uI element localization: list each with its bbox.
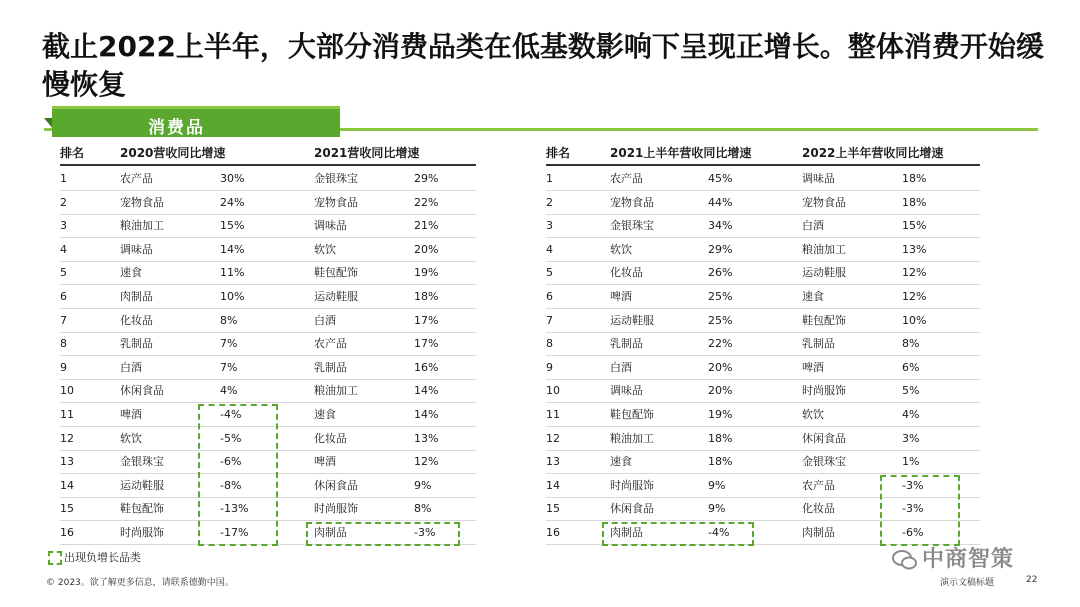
table-row — [546, 332, 980, 355]
table-cell: 肉制品 — [314, 526, 347, 539]
table-cell: -13% — [220, 502, 249, 516]
table-row — [60, 379, 476, 402]
table-cell: 3% — [902, 431, 920, 445]
table-cell: 29% — [708, 242, 733, 256]
table-cell: -3% — [902, 478, 924, 492]
table-cell: 化妆品 — [610, 266, 643, 280]
table-cell: 软饮 — [120, 431, 142, 445]
table-cell: 乳制品 — [314, 360, 347, 374]
table-cell: 24% — [220, 195, 245, 209]
negative-growth-highlight — [306, 522, 460, 546]
table-cell: 18% — [708, 455, 733, 469]
table-cell: 12% — [902, 266, 927, 280]
left-ranking-table — [60, 146, 480, 546]
table-cell: 时尚服饰 — [610, 478, 654, 492]
table-cell: 运动鞋服 — [314, 290, 358, 303]
table-cell: 22% — [708, 337, 733, 351]
table-cell: 25% — [708, 313, 733, 327]
table-cell: 金银珠宝 — [610, 219, 654, 233]
table-cell: 15% — [220, 219, 245, 233]
page-number: 22 — [1026, 575, 1038, 585]
table-cell: 5% — [902, 384, 920, 398]
table-cell: 鞋包配饰 — [120, 502, 164, 516]
table-cell: 17% — [414, 313, 439, 327]
table-cell: 肉制品 — [802, 526, 835, 539]
header-cell: 排名 — [546, 146, 571, 160]
table-cell: 20% — [708, 360, 733, 374]
header-cell: 2021上半年营收同比增速 — [610, 146, 752, 160]
banner-tab — [52, 106, 340, 137]
table-cell: 鞋包配饰 — [314, 266, 358, 280]
wechat-icon — [892, 549, 918, 571]
table-cell: 速食 — [314, 408, 336, 421]
table-cell: 农产品 — [314, 337, 347, 351]
table-cell: -4% — [220, 408, 242, 421]
table-cell: 9% — [708, 502, 726, 516]
table-cell: 软饮 — [610, 242, 632, 256]
dashed-box-icon — [48, 551, 62, 565]
table-cell: 调味品 — [610, 384, 643, 398]
table-cell: 6 — [60, 290, 67, 303]
table-row — [546, 191, 980, 214]
table-cell: 8% — [414, 502, 432, 516]
table-cell: 化妆品 — [802, 502, 835, 516]
right-ranking-table — [546, 146, 986, 546]
table-cell: 18% — [708, 431, 733, 445]
table-cell: 运动鞋服 — [610, 313, 654, 327]
table-cell: 肉制品 — [120, 290, 153, 303]
table-row — [546, 285, 980, 308]
table-cell: 13 — [546, 455, 560, 469]
table-row — [60, 309, 476, 332]
table-cell: 休闲食品 — [610, 502, 654, 516]
table-cell: 金银珠宝 — [120, 455, 164, 469]
footer-doc-title: 演示文稿标题 — [940, 578, 995, 588]
table-row — [60, 214, 476, 237]
table-cell: 21% — [414, 219, 439, 233]
table-cell: 45% — [708, 172, 733, 185]
watermark — [892, 542, 1014, 573]
banner-label: 消费品 — [148, 118, 205, 138]
table-cell: 30% — [220, 172, 245, 185]
table-cell: 白酒 — [314, 313, 336, 327]
table-cell: 19% — [414, 266, 439, 280]
table-cell: 1 — [60, 172, 67, 185]
table-cell: 粮油加工 — [802, 242, 846, 256]
table-cell: 20% — [414, 242, 439, 256]
table-cell: 1 — [546, 172, 553, 185]
table-cell: 3 — [60, 219, 67, 233]
table-cell: 速食 — [610, 455, 632, 469]
header-cell: 排名 — [60, 146, 85, 160]
legend — [48, 549, 141, 565]
table-cell: 4 — [546, 242, 553, 256]
table-cell: 1% — [902, 455, 920, 469]
table-cell: 调味品 — [314, 219, 347, 233]
watermark-text: 中商智策 — [922, 547, 1015, 572]
table-cell: 8% — [220, 313, 238, 327]
table-cell: 休闲食品 — [314, 478, 358, 492]
header-cell: 2021营收同比增速 — [314, 146, 420, 160]
table-row — [60, 261, 476, 284]
table-cell: 2 — [546, 195, 553, 209]
header-rule — [60, 164, 476, 166]
header-cell: 2022上半年营收同比增速 — [802, 146, 944, 160]
table-cell: 时尚服饰 — [802, 384, 846, 398]
table-cell: 22% — [414, 195, 439, 209]
table-cell: 19% — [708, 408, 733, 421]
table-cell: 7 — [546, 313, 553, 327]
table-cell: -3% — [902, 502, 924, 516]
table-cell: 休闲食品 — [802, 431, 846, 445]
table-cell: 9% — [414, 478, 432, 492]
table-cell: -3% — [414, 526, 436, 539]
table-cell: 乳制品 — [802, 337, 835, 351]
table-cell: 12 — [546, 431, 560, 445]
table-cell: 化妆品 — [120, 313, 153, 327]
table-cell: 14 — [546, 478, 560, 492]
table-row — [546, 238, 980, 261]
table-cell: 肉制品 — [610, 526, 643, 539]
table-cell: 软饮 — [802, 408, 824, 421]
table-cell: 11 — [60, 408, 74, 421]
table-cell: -17% — [220, 526, 249, 539]
table-cell: 6% — [902, 360, 920, 374]
table-cell: 粮油加工 — [120, 219, 164, 233]
table-cell: 5 — [60, 266, 67, 280]
table-cell: 5 — [546, 266, 553, 280]
table-cell: 速食 — [120, 266, 142, 280]
table-cell: 11 — [546, 408, 560, 421]
table-cell: 12% — [902, 290, 927, 303]
table-cell: 鞋包配饰 — [610, 408, 654, 421]
table-row — [546, 427, 980, 450]
page-title: 截止2022上半年，大部分消费品类在低基数影响下呈现正增长。整体消费开始缓慢恢复 — [42, 30, 1044, 101]
table-cell: 运动鞋服 — [120, 478, 164, 492]
table-cell: 12% — [414, 455, 439, 469]
table-row — [60, 332, 476, 355]
table-cell: 金银珠宝 — [802, 455, 846, 469]
table-cell: 休闲食品 — [120, 384, 164, 398]
table-cell: -4% — [708, 526, 730, 539]
table-cell: 农产品 — [120, 172, 153, 185]
table-cell: 13% — [902, 242, 927, 256]
table-cell: 10 — [546, 384, 560, 398]
table-cell: 时尚服饰 — [314, 502, 358, 516]
table-cell: 乳制品 — [120, 337, 153, 351]
table-cell: 8 — [546, 337, 553, 351]
table-cell: 农产品 — [802, 478, 835, 492]
table-cell: 4% — [220, 384, 238, 398]
table-cell: 18% — [902, 195, 927, 209]
table-cell: 10 — [60, 384, 74, 398]
table-cell: 14% — [220, 242, 245, 256]
table-cell: 14% — [414, 408, 439, 421]
table-row — [60, 356, 476, 379]
table-cell: 12 — [60, 431, 74, 445]
table-cell: 调味品 — [802, 172, 835, 185]
table-cell: 4 — [60, 242, 67, 256]
header-rule — [546, 164, 980, 166]
table-cell: 7 — [60, 313, 67, 327]
table-row — [546, 379, 980, 402]
table-cell: 调味品 — [120, 242, 153, 256]
table-cell: 乳制品 — [610, 337, 643, 351]
table-cell: 6 — [546, 290, 553, 303]
table-cell: -6% — [902, 526, 924, 539]
table-cell: 宠物食品 — [314, 195, 358, 209]
table-cell: 13 — [60, 455, 74, 469]
table-row — [60, 238, 476, 261]
table-cell: 15 — [546, 502, 560, 516]
table-cell: 10% — [220, 290, 245, 303]
table-cell: -6% — [220, 455, 242, 469]
table-cell: 9% — [708, 478, 726, 492]
table-cell: 金银珠宝 — [314, 172, 358, 185]
section-banner — [44, 104, 1038, 144]
table-cell: 7% — [220, 360, 238, 374]
table-cell: 速食 — [802, 290, 824, 303]
table-cell: 鞋包配饰 — [802, 313, 846, 327]
table-cell: 16 — [546, 526, 560, 539]
table-row — [546, 309, 980, 332]
table-cell: 宠物食品 — [120, 195, 164, 209]
table-cell: 宠物食品 — [802, 195, 846, 209]
table-cell: 29% — [414, 172, 439, 185]
table-cell: 9 — [60, 360, 67, 374]
table-cell: 11% — [220, 266, 245, 280]
table-cell: 25% — [708, 290, 733, 303]
table-cell: 化妆品 — [314, 431, 347, 445]
table-row — [546, 403, 980, 426]
table-cell: 啤酒 — [610, 290, 632, 303]
table-header — [60, 142, 476, 165]
table-header — [546, 142, 980, 165]
table-cell: 18% — [902, 172, 927, 185]
table-cell: 9 — [546, 360, 553, 374]
header-cell: 2020营收同比增速 — [120, 146, 226, 160]
table-cell: 白酒 — [610, 360, 632, 374]
table-cell: 4% — [902, 408, 920, 421]
table-cell: 44% — [708, 195, 733, 209]
table-cell: 13% — [414, 431, 439, 445]
table-row — [546, 356, 980, 379]
table-cell: 7% — [220, 337, 238, 351]
table-row — [546, 261, 980, 284]
negative-growth-highlight — [880, 475, 960, 546]
table-row — [60, 191, 476, 214]
table-cell: 宠物食品 — [610, 195, 654, 209]
table-cell: 时尚服饰 — [120, 526, 164, 539]
table-cell: -8% — [220, 478, 242, 492]
footer-copyright: © 2023。欲了解更多信息，请联系德勤中国。 — [46, 578, 234, 588]
table-cell: 粮油加工 — [610, 431, 654, 445]
table-cell: 18% — [414, 290, 439, 303]
table-cell: 白酒 — [120, 360, 142, 374]
table-cell: 8 — [60, 337, 67, 351]
table-cell: 啤酒 — [120, 408, 142, 421]
table-cell: 15 — [60, 502, 74, 516]
table-cell: 10% — [902, 313, 927, 327]
table-cell: 农产品 — [610, 172, 643, 185]
table-cell: 啤酒 — [802, 360, 824, 374]
table-cell: 2 — [60, 195, 67, 209]
table-cell: 16% — [414, 360, 439, 374]
table-cell: 软饮 — [314, 242, 336, 256]
table-cell: 14% — [414, 384, 439, 398]
negative-growth-highlight — [198, 404, 278, 546]
table-row — [546, 214, 980, 237]
table-cell: 3 — [546, 219, 553, 233]
table-cell: 粮油加工 — [314, 384, 358, 398]
table-cell: -5% — [220, 431, 242, 445]
table-cell: 34% — [708, 219, 733, 233]
table-cell: 8% — [902, 337, 920, 351]
table-cell: 26% — [708, 266, 733, 280]
negative-growth-highlight — [602, 522, 754, 546]
table-cell: 14 — [60, 478, 74, 492]
table-cell: 17% — [414, 337, 439, 351]
legend-label: 出现负增长品类 — [64, 551, 141, 564]
table-cell: 16 — [60, 526, 74, 539]
table-cell: 15% — [902, 219, 927, 233]
table-cell: 运动鞋服 — [802, 266, 846, 280]
table-cell: 20% — [708, 384, 733, 398]
table-row — [60, 167, 476, 190]
table-row — [546, 450, 980, 473]
table-cell: 白酒 — [802, 219, 824, 233]
table-row — [546, 167, 980, 190]
table-cell: 啤酒 — [314, 455, 336, 469]
table-row — [60, 285, 476, 308]
